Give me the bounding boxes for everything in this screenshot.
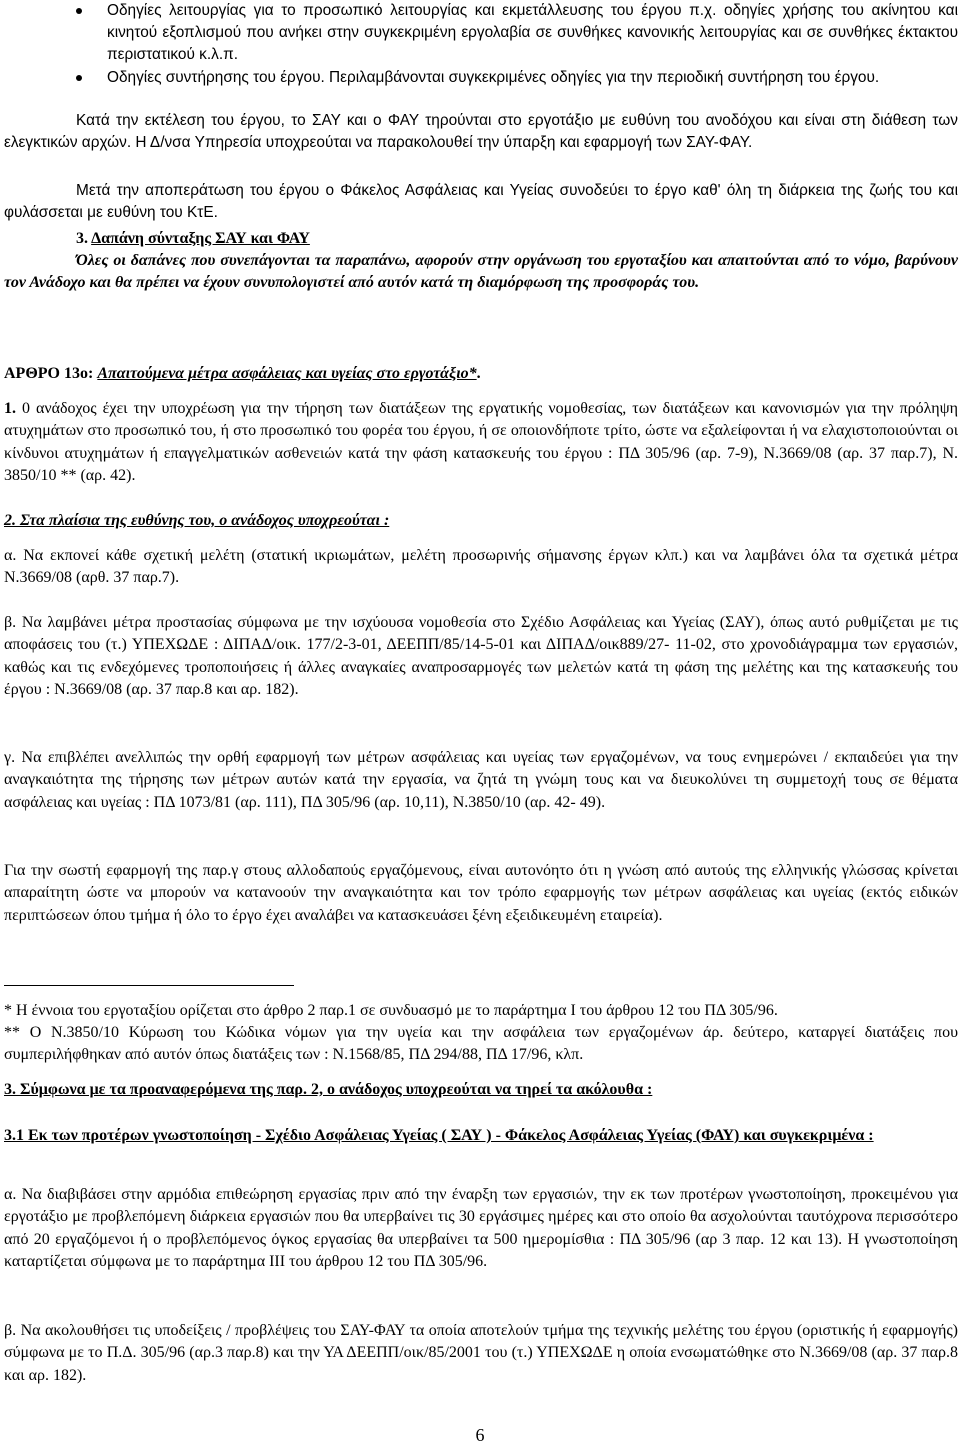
paragraph-1-text: 0 ανάδοχος έχει την υποχρέωση για την τήρηση των διατάξεων της εργατικής νομοθεσίας, των διατάξεων και κανονισμών για την πρόληψη ατυχημάτων στο προσωπικό του, ή στο προσωπικό του φορέα του έργου, ή σε οποιονδήποτε τρίτο, ώστε να εξαλείφονται ή να ελαχιστοποιούνται οι κίνδυνοι ατυχημάτων ή επαγγελματικών ασθενειών κατά την φάση κατασκευής του έργου : ΠΔ 305/96 (αρ. 7-9), Ν.3669/08 (αρ. 37 παρ.7), Ν. 3850/10 ** (αρ. 42). bbox=[4, 400, 959, 485]
footnote-1: * Η έννοια του εργοταξίου ορίζεται στο άρθρο 2 παρ.1 σε συνδυασμό με το παράρτημα Ι του άρθρου 12 του ΠΔ 305/96. bbox=[4, 1002, 778, 1019]
section-3-number: 3. bbox=[76, 230, 88, 247]
bullet-dot-icon bbox=[76, 75, 82, 81]
bullet-text-operation: Οδηγίες λειτουργίας για το προσωπικό λειτουργίας και εκμετάλλευσης του έργου π.χ. οδηγίες χρήσης του ακίνητου και κινητού εξοπλισμού που ανήκει στην συγκεκριμένη εργολαβία σε συνθήκες κανονικής λειτουργίας και σε συνθήκες έκτακτου περιστατικού κ.λ.π. bbox=[107, 2, 958, 64]
bullet-dot-icon bbox=[76, 8, 82, 14]
paragraph-3-1-a: α. Να διαβιβάσει στην αρμόδια επιθεώρηση εργασίας πριν από την έναρξη των εργασιών, την εκ των προτέρων γνωστοποίηση, προκειμένου για εργοτάξιο με προβλεπόμενη διάρκεια εργασιών που θα υπερβαίνει τις 30 εργάσιμες ημέρες και στο οποίο θα ασχολούνται ταυτόχρονα περισσότερο από 20 εργαζόμενοι ή ο προβλεπόμενος όγκος εργασίας θα υπερβαίνει τα 500 ημερομίσθια : ΠΔ 305/96 (αρ 3 παρ. 12 και 13). Η γνωστοποίηση καταρτίζεται σύμφωνα με το παράρτημα ΙΙΙ του άρθρου 12 του ΠΔ 305/96. bbox=[4, 1186, 958, 1271]
paragraph-2c: γ. Να επιβλέπει ανελλιπώς την ορθή εφαρμογή των μέτρων ασφάλειας και υγείας των εργαζομένων, να τους ενημερώνει / εκπαιδεύει για την αναγκαιότητα της τήρησης των μέτρων αυτών κατά την εργασία, να ζητά τη γνώμη τους και να διευκολύνει τη συμμετοχή τους σε θέματα ασφάλειας και υγείας : ΠΔ 1073/81 (αρ. 111), ΠΔ 305/96 (αρ. 10,11), Ν.3850/10 (αρ. 42- 49). bbox=[4, 749, 958, 811]
paragraph-2-heading bbox=[4, 510, 958, 532]
paragraph-3-1-heading bbox=[4, 1125, 958, 1147]
paragraph-1 bbox=[4, 398, 958, 488]
bullet-text-maintenance: Οδηγίες συντήρησης του έργου. Περιλαμβάνονται συγκεκριμένες οδηγίες για την περιοδική συντήρηση του έργου. bbox=[107, 68, 880, 86]
paragraph-2b: β. Να λαμβάνει μέτρα προστασίας σύμφωνα με την ισχύουσα νομοθεσία στο Σχέδιο Ασφάλειας και Υγείας (ΣΑΥ), όπως αυτό ρυθμίζεται με τις αποφάσεις του (τ.) ΥΠΕΧΩΔΕ : ΔΙΠΑΔ/οικ. 177/2-3-01, ΔΕΕΠΠ/85/14-5-01 και ΔΙΠΑΔ/οικ889/27- 11-02, στο χρονοδιάγραμμα των εργασιών, καθώς και τις ενδεχόμενες τροποποιήσεις ή άλλες αναγκαίες αναπροσαρμογές των μελετών κατά τη φάση της μελέτης και της κατασκευής του έργου : Ν.3669/08 (αρ. 37 παρ.8 και αρ. 182). bbox=[4, 614, 958, 699]
article-title: Απαιτούμενα μέτρα ασφάλειας και υγείας στο εργοτάξιο* bbox=[97, 365, 477, 382]
section-3-heading bbox=[76, 228, 956, 250]
paragraph-3-heading bbox=[4, 1079, 958, 1101]
paragraph-3-1-heading-text: 3.1 Εκ των προτέρων γνωστοποίηση - Σχέδιο Ασφάλειας Υγείας ( ΣΑΥ ) - Φάκελος Ασφάλειας Υγείας (ΦΑΥ) και συγκεκριμένα : bbox=[4, 1127, 874, 1144]
article-title-period: . bbox=[476, 365, 481, 382]
paragraph-2-heading-text: 2. Στα πλαίσια της ευθύνης του, ο ανάδοχος υποχρεούται : bbox=[4, 512, 390, 529]
section-3-title: Δαπάνη σύνταξης ΣΑΥ και ΦΑΥ bbox=[91, 230, 310, 247]
instructions-bullet-list bbox=[0, 0, 958, 89]
paragraph-1-number: 1. bbox=[4, 400, 16, 417]
foreign-workers-paragraph: Για την σωστή εφαρμογή της παρ.γ στους αλλοδαπούς εργαζόμενους, είναι αυτονόητο ότι η γνώση από αυτούς της ελληνικής γλώσσας κρίνεται απαραίτητη ώστε να μπορούν να κατανοούν την αναγκαιότητα και τον τρόπο εφαρμογής των μέτρων ασφάλειας και υγείας (εκτός ειδικών περιπτώσεων όπου τμήμα ή όλο το έργο έχει αναλάβει να κατασκευάσει ξένη εξειδικευμένη εταιρεία). bbox=[4, 862, 958, 924]
paragraph-3-heading-text: 3. Σύμφωνα με τα προαναφερόμενα της παρ. 2, ο ανάδοχος υποχρεούται να τηρεί τα ακόλουθα : bbox=[4, 1081, 653, 1098]
footnote-separator bbox=[4, 985, 294, 986]
completion-paragraph: Μετά την αποπεράτωση του έργου ο Φάκελος Ασφάλειας και Υγείας συνοδεύει το έργο καθ' όλη τη διάρκεια της ζωής του και φυλάσσεται με ευθύνη του ΚτΕ. bbox=[4, 182, 958, 222]
bullet-item-maintenance bbox=[0, 67, 958, 89]
paragraph-3-1-b: β. Να ακολουθήσει τις υποδείξεις / προβλέψεις του ΣΑΥ-ΦΑΥ τα οποία αποτελούν τμήμα της τεχνικής μελέτης του έργου (οριστικής ή εφαρμογής) σύμφωνα με το Π.Δ. 305/96 (αρ.3 παρ.8) και την ΥΑ ΔΕΕΠΠ/οικ/85/2001 του (τ.) ΥΠΕΧΩΔΕ η οποία ενσωματώθηκε στο Ν.3669/08 (αρ. 37 παρ.8 και αρ. 182). bbox=[4, 1322, 958, 1384]
execution-paragraph: Κατά την εκτέλεση του έργου, το ΣΑΥ και ο ΦΑΥ τηρούνται στο εργοτάξιο με ευθύνη του ανοδόχου και είναι στη διάθεση των ελεγκτικών αρχών. Η Δ/νσα Υπηρεσία υποχρεούται να παρακολουθεί την ύπαρξη και εφαρμογή των ΣΑΥ-ΦΑΥ. bbox=[4, 112, 958, 152]
bullet-item-operation bbox=[0, 0, 958, 67]
section-3-text: Όλες οι δαπάνες που συνεπάγονται τα παραπάνω, αφορούν στην οργάνωση του εργοταξίου και απαιτούνται από το νόμο, βαρύνουν τον Ανάδοχο και θα πρέπει να έχουν συνυπολογιστεί από αυτόν κατά τη διαμόρφωση της προσφοράς του. bbox=[4, 252, 958, 292]
article-heading bbox=[4, 363, 958, 385]
footnote-2: ** Ο Ν.3850/10 Κύρωση του Κώδικα νόμων για την υγεία και την ασφάλεια των εργαζομένων άρ. δεύτερο, καταργεί διατάξεις που συμπεριλήφθηκαν από αυτόν όπως διατάξεις των : Ν.1568/85, ΠΔ 294/88, ΠΔ 17/96, κλπ. bbox=[4, 1024, 958, 1064]
paragraph-2a: α. Να εκπονεί κάθε σχετική μελέτη (στατική ικριωμάτων, μελέτη προσωρινής σήμανσης έργων κλπ.) και να λαμβάνει όλα τα σχετικά μέτρα Ν.3669/08 (αρθ. 37 παρ.7). bbox=[4, 547, 958, 587]
article-label: ΑΡΘΡΟ 13ο: bbox=[4, 365, 94, 382]
page-number: 6 bbox=[475, 1425, 485, 1445]
